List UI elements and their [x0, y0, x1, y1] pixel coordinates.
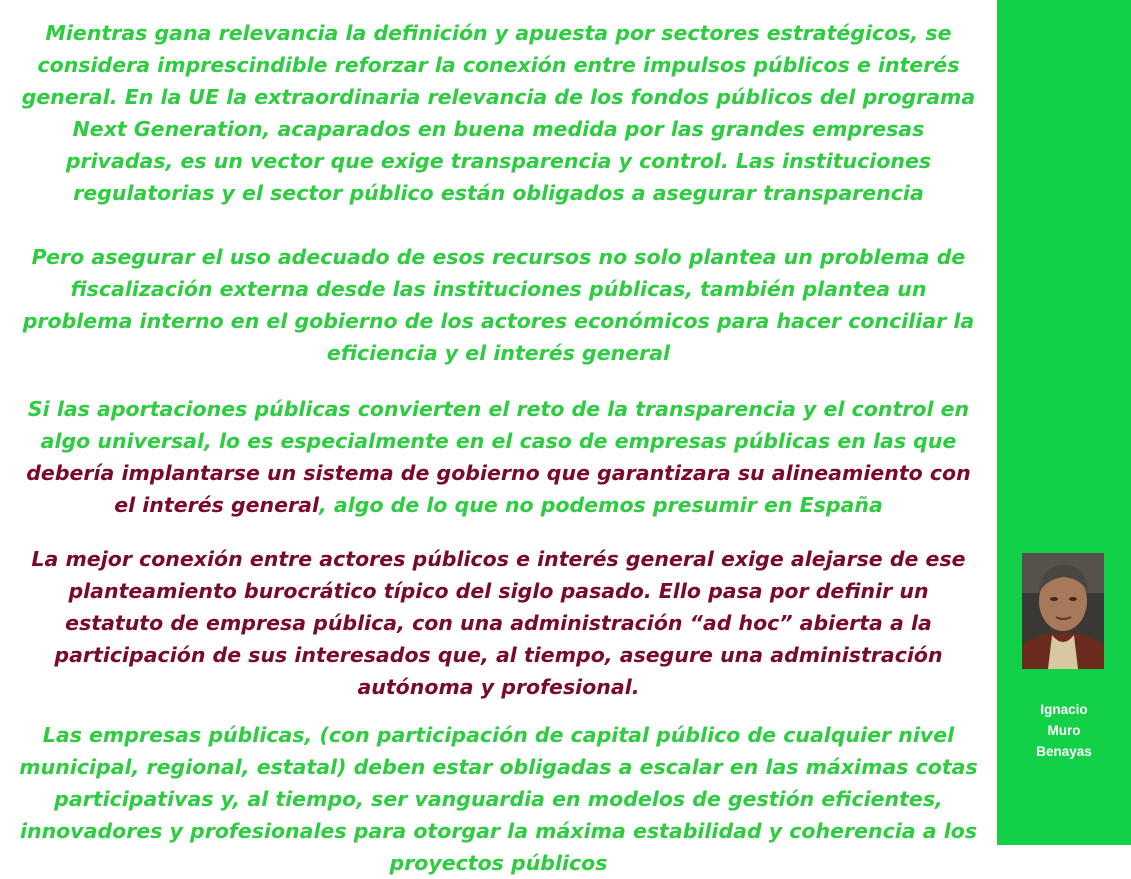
author-portrait-icon	[1022, 553, 1104, 669]
author-middle-name: Muro	[1047, 723, 1081, 738]
paragraph-3-lead: Si las aportaciones públicas convierten el reto de la transparencia y el control en algo universal, lo es especialmente en el caso de empresas públicas en las que	[27, 397, 970, 453]
author-last-name: Benayas	[1036, 744, 1092, 759]
paragraph-1: Mientras gana relevancia la definición y apuesta por sectores estratégicos, se considera imprescindible reforzar la conexión entre impulsos públicos e interés general. En la UE la extraordinaria relevancia de los fondos públicos del programa Next Generation, acaparados en buena medida por las grandes empresas privadas, es un vector que exige transparencia y control. Las instituciones regulatorias y el sector público están obligados a asegurar transparencia	[21, 21, 976, 205]
paragraph-2: Pero asegurar el uso adecuado de esos recursos no solo plantea un problema de fiscalización externa desde las instituciones públicas, también plantea un problema interno en el gobierno de los actores económicos para hacer conciliar la eficiencia y el interés general	[22, 245, 975, 365]
author-avatar	[1022, 553, 1104, 669]
author-sidebar	[997, 0, 1131, 845]
author-first-name: Ignacio	[1040, 702, 1088, 717]
paragraph-4: La mejor conexión entre actores públicos e interés general exige alejarse de ese planteamiento burocrático típico del siglo pasado. Ello pasa por definir un estatuto de empresa pública, con una administración “ad hoc” abierta a la participación de sus interesados que, al tiempo, asegure una administración autónoma y profesional.	[31, 547, 966, 699]
paragraph-3	[18, 393, 979, 521]
author-name	[997, 699, 1131, 762]
paragraph-3-tail: , algo de lo que no podemos presumir en España	[319, 493, 883, 517]
paragraph-5: Las empresas públicas, (con participación de capital público de cualquier nivel municipal, regional, estatal) deben estar obligadas a escalar en las máximas cotas participativas y, al tiempo, ser vanguardia en modelos de gestión eficientes, innovadores y profesionales para otorgar la máxima estabilidad y coherencia a los proyectos públicos	[19, 723, 978, 875]
paragraph-3-highlight: debería implantarse un sistema de gobierno que garantizara su alineamiento con el interés general	[26, 461, 971, 517]
